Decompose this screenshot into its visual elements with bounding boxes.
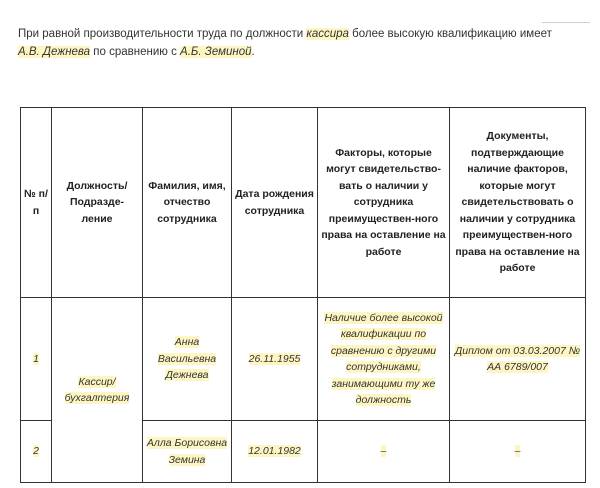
divider-line xyxy=(542,22,590,23)
intro-text-3: по сравнению с xyxy=(90,45,181,58)
row-1-docs: Диплом от 03.03.2007 № АА 6789/007 xyxy=(450,298,586,421)
highlight-position: кассира xyxy=(306,27,349,40)
header-factors: Факторы, которые могут свидетельство-вать о наличии у сотрудника преимуществен-ного права на оставление на работе xyxy=(318,108,450,298)
table-header-row xyxy=(21,108,586,298)
row-2-fio: Алла Борисовна Земина xyxy=(143,421,232,483)
header-birth: Дата рождения сотрудника xyxy=(232,108,318,298)
intro-paragraph xyxy=(18,25,554,61)
intro-text-1: При равной производительности труда по должности xyxy=(18,27,307,40)
header-num: № п/п xyxy=(21,108,52,298)
header-fio: Фамилия, имя, отчество сотрудника xyxy=(143,108,232,298)
header-docs: Документы, подтверждающие наличие факторов, которые могут свидетельствовать о наличии у сотрудника преимуществен-ного права на оставление на работе xyxy=(450,108,586,298)
row-1-fio: Анна Васильевна Дежнева xyxy=(143,298,232,421)
row-2-birth: 12.01.1982 xyxy=(232,421,318,483)
row-2-factors: – xyxy=(318,421,450,483)
highlight-employee-2: А.Б. Земиной xyxy=(180,45,252,58)
intro-text-2: более высокую квалификацию имеет xyxy=(348,27,552,40)
highlight-employee-1: А.В. Дежнева xyxy=(18,45,91,58)
header-position: Должность/ Подразде-ление xyxy=(52,108,143,298)
position-cell: Кассир/ бухгалтерия xyxy=(52,298,143,483)
row-2-docs: – xyxy=(450,421,586,483)
employees-table xyxy=(20,107,586,483)
intro-text-4: . xyxy=(251,45,255,58)
row-1-num: 1 xyxy=(21,298,52,421)
row-2-num: 2 xyxy=(21,421,52,483)
row-1-birth: 26.11.1955 xyxy=(232,298,318,421)
table-row xyxy=(21,298,586,421)
row-1-factors: Наличие более высокой квалификации по сравнению с другими сотрудниками, занимающими ту же должность xyxy=(318,298,450,421)
